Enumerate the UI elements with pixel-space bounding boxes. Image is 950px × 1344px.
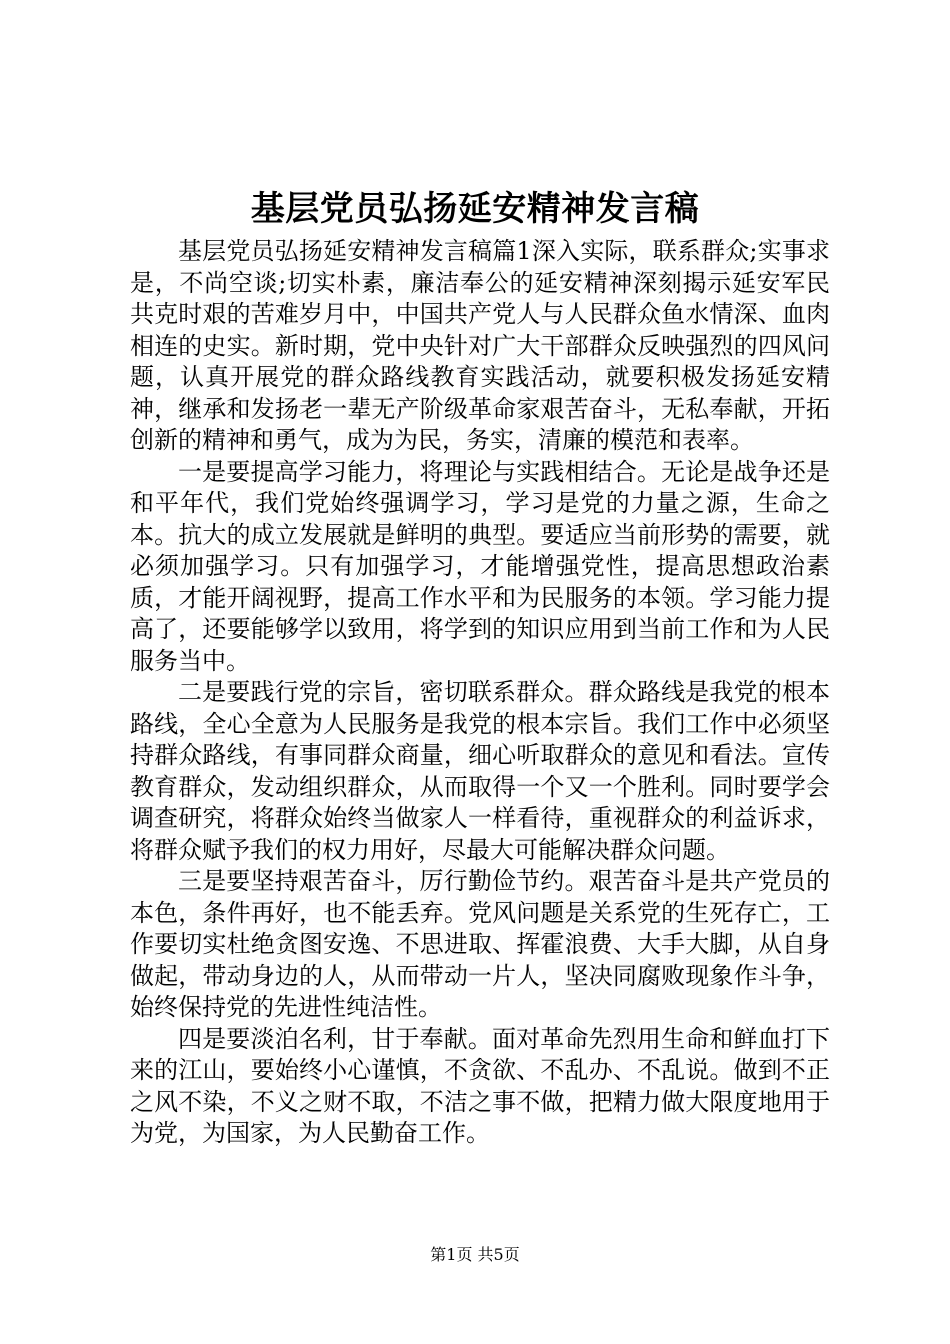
paragraph-point-4: 四是要淡泊名利，甘于奉献。面对革命先烈用生命和鲜血打下来的江山，要始终小心谨慎，不贪欲、不乱办、不乱说。做到不正之风不染，不义之财不取，不洁之事不做，把精力做大限度地用于为党，为国家，为人民勤奋工作。 — [130, 1024, 830, 1147]
document-title: 基层党员弘扬延安精神发言稿 — [250, 189, 700, 229]
document-body — [130, 236, 830, 1150]
paragraph-point-2: 二是要践行党的宗旨，密切联系群众。群众路线是我党的根本路线，全心全意为人民服务是我党的根本宗旨。我们工作中必须坚持群众路线，有事同群众商量，细心听取群众的意见和看法。宣传教育群众，发动组织群众，从而取得一个又一个胜利。同时要学会调查研究，将群众始终当做家人一样看待，重视群众的利益诉求，将群众赋予我们的权力用好，尽最大可能解决群众问题。 — [130, 678, 830, 864]
paragraph-intro: 基层党员弘扬延安精神发言稿篇1深入实际，联系群众;实事求是，不尚空谈;切实朴素，廉洁奉公的延安精神深刻揭示延安军民共克时艰的苦难岁月中，中国共产党人与人民群众鱼水情深、血肉相连的史实。新时期，党中央针对广大干部群众反映强烈的四风问题，认真开展党的群众路线教育实践活动，就要积极发扬延安精神，继承和发扬老一辈无产阶级革命家艰苦奋斗，无私奉献，开拓创新的精神和勇气，成为为民，务实，清廉的模范和表率。 — [130, 237, 830, 454]
paragraph-point-3: 三是要坚持艰苦奋斗，厉行勤俭节约。艰苦奋斗是共产党员的本色，条件再好，也不能丢弃。党风问题是关系党的生死存亡，工作要切实杜绝贪图安逸、不思进取、挥霍浪费、大手大脚，从自身做起，带动身边的人，从而带动一片人，坚决同腐败现象作斗争，始终保持党的先进性纯洁性。 — [130, 867, 830, 1021]
page-number-footer: 第1页 共5页 — [430, 1245, 520, 1264]
paragraph-point-1: 一是要提高学习能力，将理论与实践相结合。无论是战争还是和平年代，我们党始终强调学习，学习是党的力量之源，生命之本。抗大的成立发展就是鲜明的典型。要适应当前形势的需要，就必须加强学习。只有加强学习，才能增强党性，提高思想政治素质，才能开阔视野，提高工作水平和为民服务的本领。学习能力提高了，还要能够学以致用，将学到的知识应用到当前工作和为人民服务当中。 — [130, 457, 830, 675]
